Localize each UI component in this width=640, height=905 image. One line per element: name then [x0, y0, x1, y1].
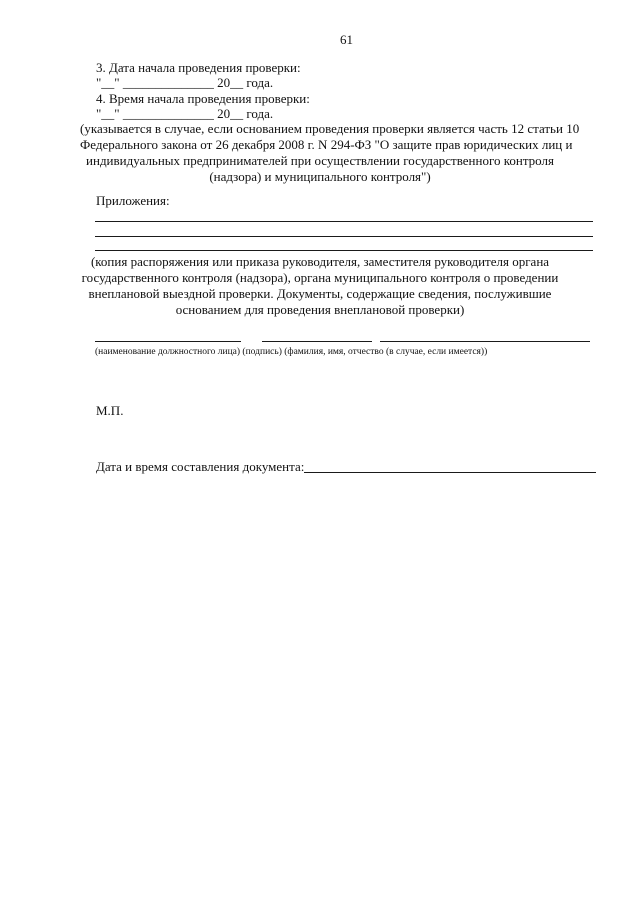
attachments-line [95, 250, 593, 251]
note-paragraph [80, 121, 580, 185]
signature-line-name [95, 341, 241, 342]
datetime-line [304, 472, 596, 473]
attachments-line [95, 221, 593, 222]
item4-date-line: "__" ______________ 20__ года. [96, 106, 274, 121]
attachments-note-line: внеплановой выездной проверки. Документы, содержащие сведения, послужившие [88, 286, 552, 301]
attachments-note-line: (копия распоряжения или приказа руководителя, заместителя руководителя органа [90, 254, 550, 269]
item3-title: 3. Дата начала проведения проверки: [96, 60, 301, 75]
note-line: индивидуальных предпринимателей при осуществлении государственного контроля [86, 153, 554, 168]
attachments-label: Приложения: [96, 193, 170, 208]
note-line: Федерального закона от 26 декабря 2008 г. N 294-ФЗ "О защите прав юридических лиц и [80, 137, 573, 152]
note-line: (надзора) и муниципального контроля") [209, 169, 431, 184]
item4-title: 4. Время начала проведения проверки: [96, 91, 310, 106]
attachments-note-line: основанием для проведения внеплановой проверки) [175, 302, 465, 317]
item3-date-line: "__" ______________ 20__ года. [96, 75, 274, 90]
signature-caption: (наименование должностного лица) (подпись) (фамилия, имя, отчество (в случае, если имеется)) [95, 347, 488, 357]
datetime-label: Дата и время составления документа: [96, 459, 305, 474]
page-number: 61 [340, 32, 353, 47]
attachments-note-line: государственного контроля (надзора), органа муниципального контроля о проведении [81, 270, 559, 285]
note-line: (указывается в случае, если основанием проведения проверки является часть 12 статьи 10 [80, 121, 580, 136]
attachments-note [80, 254, 560, 318]
stamp-mark: М.П. [96, 403, 124, 418]
attachments-line [95, 236, 593, 237]
signature-line-fullname [380, 341, 590, 342]
signature-line-sign [262, 341, 372, 342]
